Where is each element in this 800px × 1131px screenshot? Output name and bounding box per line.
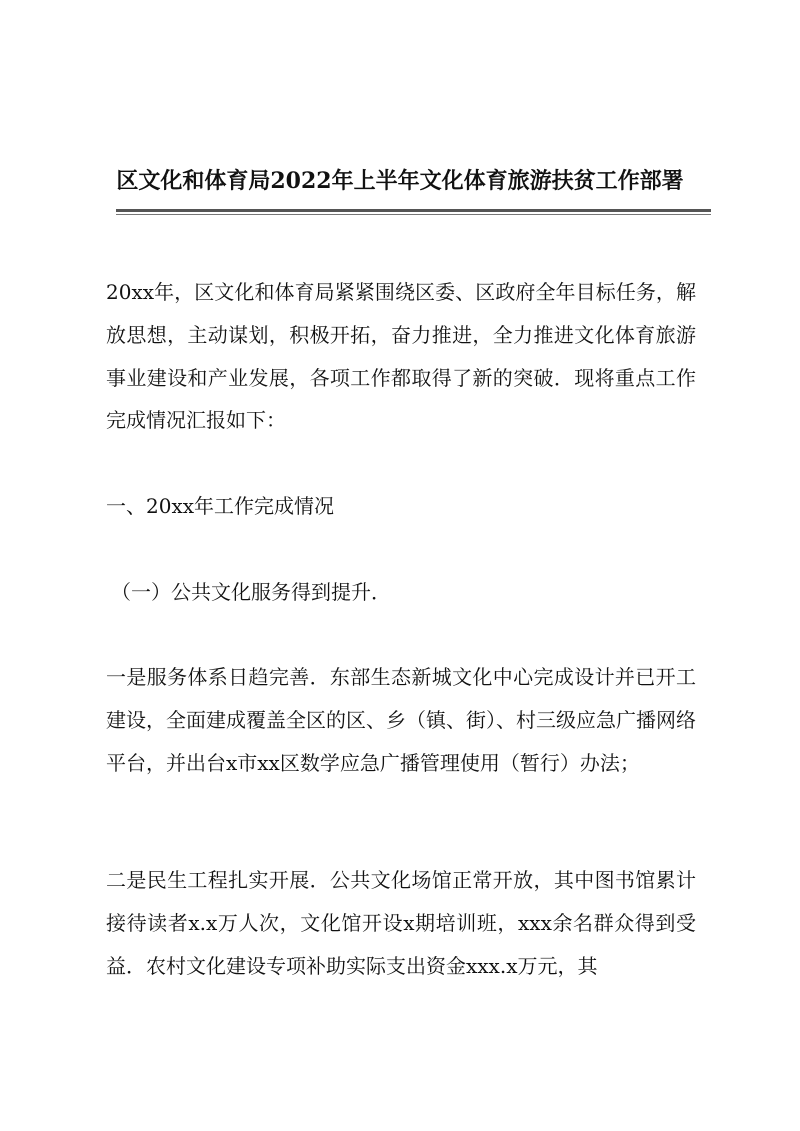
subsection-heading: （一）公共文化服务得到提升． (111, 580, 391, 604)
livelihood-paragraph: 二是民生工程扎实开展．公共文化场馆正常开放，其中图书馆累计接待读者x.x万人次，文化馆开设x期培训班，xxx余名群众得到受益．农村文化建设专项补助实际支出资金xxx.x万元，其 (106, 868, 696, 978)
intro-paragraph: 20xx年，区文化和体育局紧紧围绕区委、区政府全年目标任务，解放思想，主动谋划，积极开拓，奋力推进，全力推进文化体育旅游事业建设和产业发展，各项工作都取得了新的突破．现将重点工作完成情况汇报如下： (106, 280, 696, 433)
section-heading: 一、20xx年工作完成情况 (106, 494, 335, 518)
title-divider (116, 209, 711, 212)
document-title: 区文化和体育局2022年上半年文化体育旅游扶贫工作部署 (116, 168, 684, 194)
service-system-paragraph: 一是服务体系日趋完善．东部生态新城文化中心完成设计并已开工建设，全面建成覆盖全区的区、乡（镇、街）、村三级应急广播网络平台，并出台x市xx区数学应急广播管理使用（暂行）办法； (106, 665, 696, 775)
